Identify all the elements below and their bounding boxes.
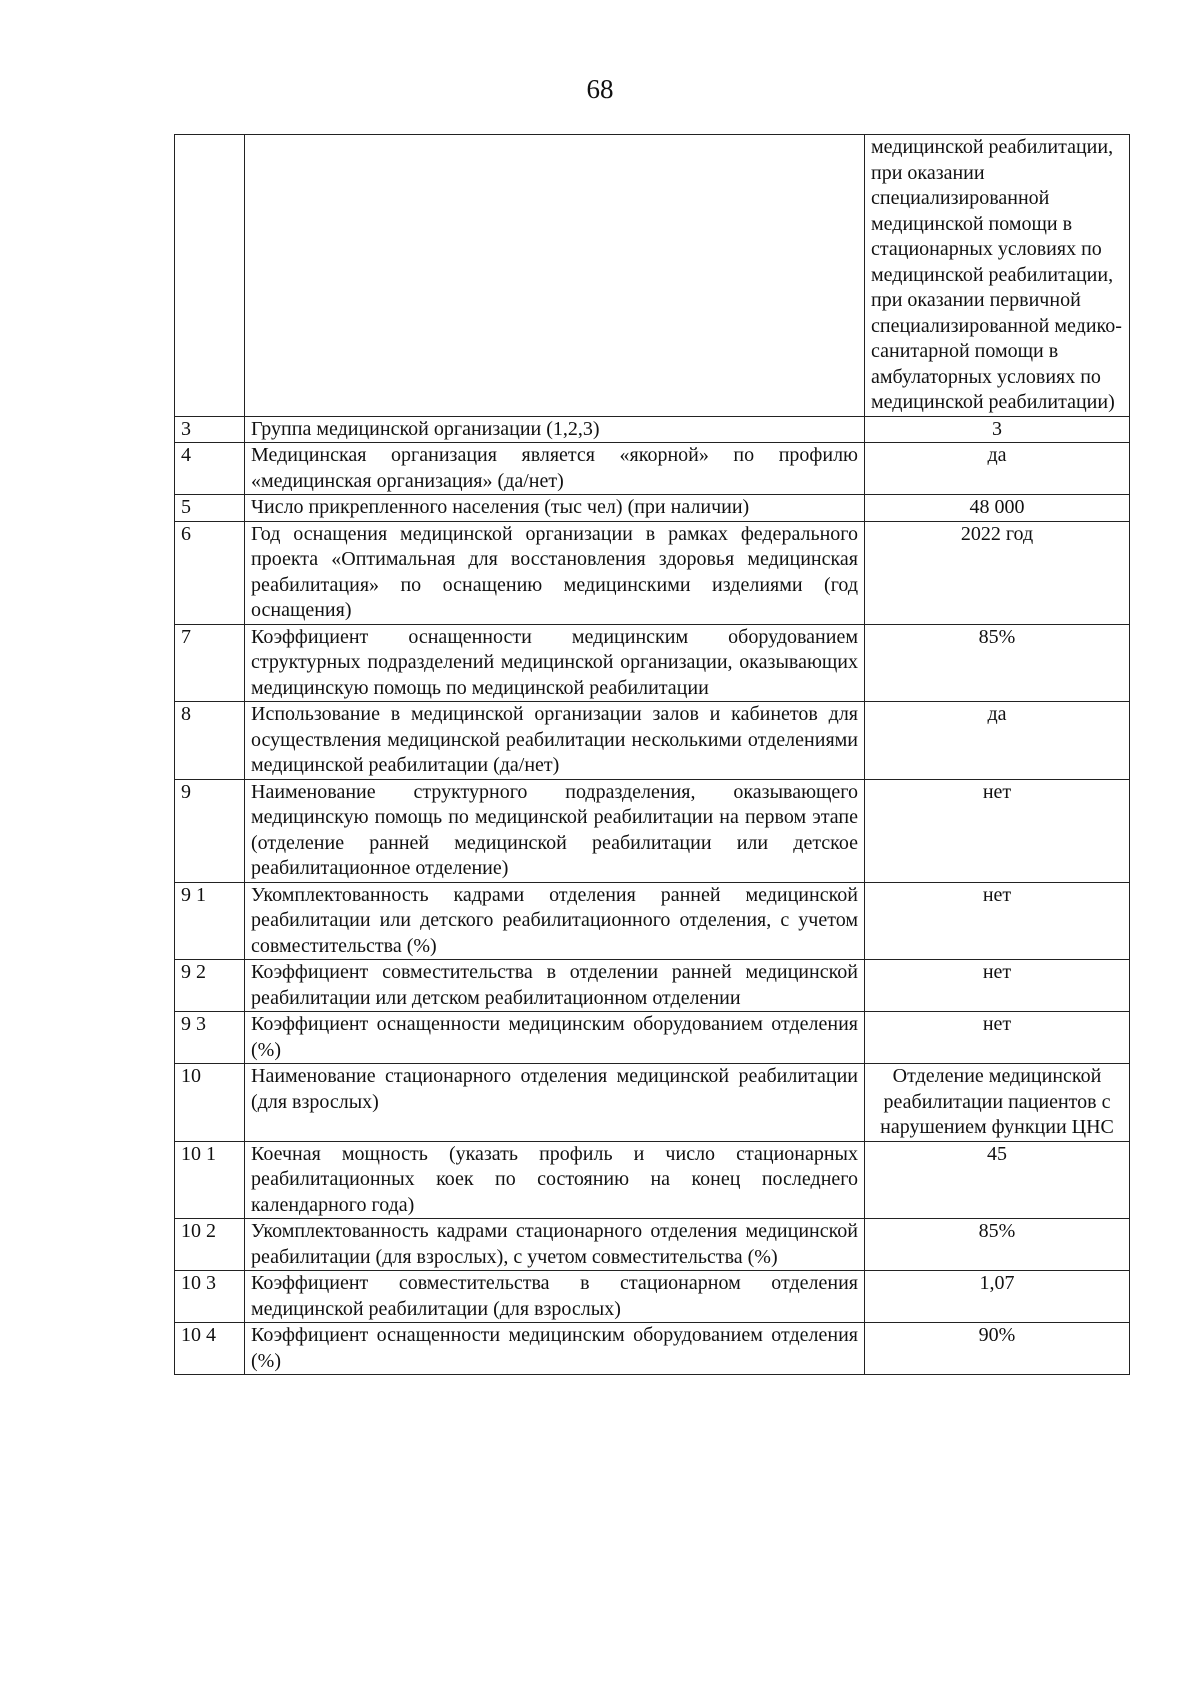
row-value: Отделение медицинской реабилитации пациентов с нарушением функции ЦНС xyxy=(865,1064,1130,1142)
row-value: да xyxy=(865,702,1130,780)
table-row xyxy=(175,779,1130,882)
row-number: 9 xyxy=(175,779,245,882)
row-value: нет xyxy=(865,882,1130,960)
row-number: 10 xyxy=(175,1064,245,1142)
indicators-table xyxy=(174,134,1130,1375)
row-number: 10 3 xyxy=(175,1271,245,1323)
row-value: 85% xyxy=(865,1219,1130,1271)
row-value: нет xyxy=(865,1012,1130,1064)
row-description: Наименование структурного подразделения, оказывающего медицинскую помощь по медицинской реабилитации на первом этапе (отделение ранней медицинской реабилитации или детское реабилитационное отделение) xyxy=(245,779,865,882)
row-description: Коэффициент оснащенности медицинским оборудованием отделения (%) xyxy=(245,1323,865,1375)
row-value: да xyxy=(865,443,1130,495)
table-row xyxy=(175,1141,1130,1219)
table-row xyxy=(175,521,1130,624)
row-description: Коэффициент оснащенности медицинским оборудованием структурных подразделений медицинской организации, оказывающих медицинскую помощь по медицинской реабилитации xyxy=(245,624,865,702)
table-row xyxy=(175,1064,1130,1142)
row-value: нет xyxy=(865,779,1130,882)
table-row xyxy=(175,702,1130,780)
table-row xyxy=(175,1323,1130,1375)
row-number: 5 xyxy=(175,495,245,522)
table-row xyxy=(175,624,1130,702)
table-row xyxy=(175,1271,1130,1323)
row-description: Коечная мощность (указать профиль и число стационарных реабилитационных коек по состоянию на конец последнего календарного года) xyxy=(245,1141,865,1219)
row-description: Использование в медицинской организации залов и кабинетов для осуществления медицинской реабилитации несколькими отделениями медицинской реабилитации (да/нет) xyxy=(245,702,865,780)
row-description: Укомплектованность кадрами отделения ранней медицинской реабилитации или детского реабилитационного отделения, с учетом совместительства (%) xyxy=(245,882,865,960)
row-value: медицинской реабилитации, при оказании специализированной медицинской помощи в стационарных условиях по медицинской реабилитации, при оказании первичной специализированной медико-санитарной помощи в амбулаторных условиях по медицинской реабилитации) xyxy=(865,135,1130,417)
row-number: 10 1 xyxy=(175,1141,245,1219)
row-description: Наименование стационарного отделения медицинской реабилитации (для взрослых) xyxy=(245,1064,865,1142)
row-description xyxy=(245,135,865,417)
row-number: 8 xyxy=(175,702,245,780)
table-row xyxy=(175,960,1130,1012)
row-description: Коэффициент совместительства в отделении ранней медицинской реабилитации или детском реабилитационном отделении xyxy=(245,960,865,1012)
table-row xyxy=(175,495,1130,522)
row-number: 10 4 xyxy=(175,1323,245,1375)
table-row xyxy=(175,1012,1130,1064)
row-description: Год оснащения медицинской организации в рамках федерального проекта «Оптимальная для восстановления здоровья медицинская реабилитация» по оснащению медицинскими изделиями (год оснащения) xyxy=(245,521,865,624)
row-number: 3 xyxy=(175,416,245,443)
row-value: нет xyxy=(865,960,1130,1012)
row-number: 9 1 xyxy=(175,882,245,960)
row-value: 85% xyxy=(865,624,1130,702)
table-row xyxy=(175,1219,1130,1271)
row-description: Число прикрепленного населения (тыс чел) (при наличии) xyxy=(245,495,865,522)
row-description: Группа медицинской организации (1,2,3) xyxy=(245,416,865,443)
table-row xyxy=(175,443,1130,495)
row-value: 1,07 xyxy=(865,1271,1130,1323)
row-number: 9 2 xyxy=(175,960,245,1012)
row-description: Медицинская организация является «якорной» по профилю «медицинская организация» (да/нет) xyxy=(245,443,865,495)
row-number: 4 xyxy=(175,443,245,495)
table-row xyxy=(175,416,1130,443)
row-value: 2022 год xyxy=(865,521,1130,624)
row-number: 6 xyxy=(175,521,245,624)
page-number: 68 xyxy=(586,74,614,104)
row-number: 9 3 xyxy=(175,1012,245,1064)
row-number xyxy=(175,135,245,417)
table-row xyxy=(175,135,1130,417)
row-value: 48 000 xyxy=(865,495,1130,522)
row-description: Коэффициент оснащенности медицинским оборудованием отделения (%) xyxy=(245,1012,865,1064)
row-value: 45 xyxy=(865,1141,1130,1219)
row-number: 7 xyxy=(175,624,245,702)
row-value: 90% xyxy=(865,1323,1130,1375)
row-number: 10 2 xyxy=(175,1219,245,1271)
row-value: 3 xyxy=(865,416,1130,443)
table-row xyxy=(175,882,1130,960)
row-description: Коэффициент совместительства в стационарном отделения медицинской реабилитации (для взрослых) xyxy=(245,1271,865,1323)
row-description: Укомплектованность кадрами стационарного отделения медицинской реабилитации (для взрослых), с учетом совместительства (%) xyxy=(245,1219,865,1271)
